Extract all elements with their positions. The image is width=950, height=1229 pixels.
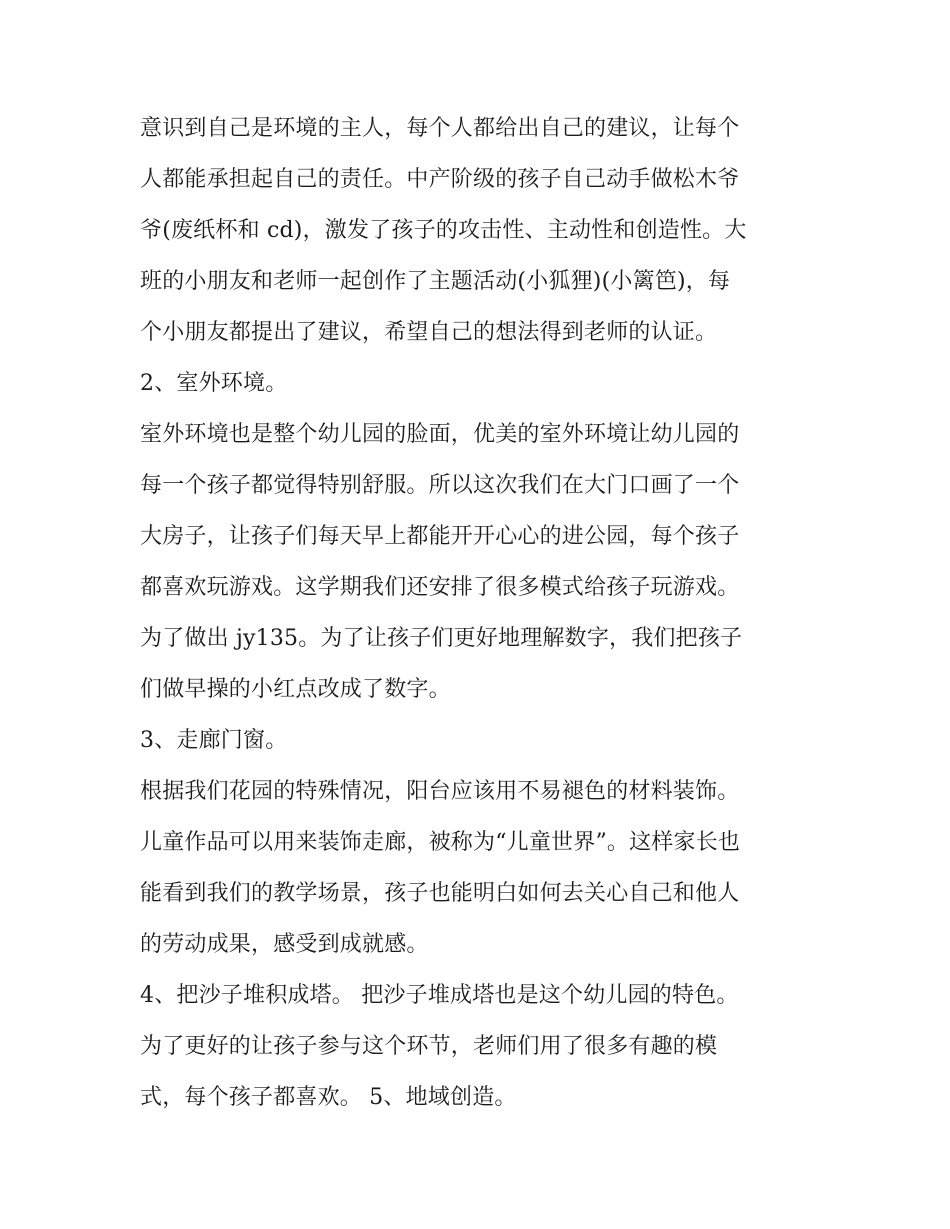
text-line: 能看到我们的教学场景，孩子也能明白如何去关心自己和他人 [140,881,740,906]
text-line: 室外环境也是整个幼儿园的脸面，优美的室外环境让幼儿园的 [140,422,740,447]
text-line: 为了做出 jy135。为了让孩子们更好地理解数字，我们把孩子 [140,626,743,651]
text-line: 班的小朋友和老师一起创作了主题活动(小狐狸)(小篱笆)，每 [140,269,731,294]
text-line: 爷(废纸杯和 cd)，激发了孩子的攻击性、主动性和创造性。大 [140,218,747,243]
text-line: 人都能承担起自己的责任。中产阶级的孩子自己动手做松木爷 [140,167,740,192]
section-heading-corridor: 3、走廊门窗。 [140,728,288,753]
text-line: 每一个孩子都觉得特别舒服。所以这次我们在大门口画了一个 [140,473,740,498]
section-heading-outdoor: 2、室外环境。 [140,371,288,396]
text-line: 们做早操的小红点改成了数字。 [140,677,451,702]
text-line: 意识到自己是环境的主人，每个人都给出自己的建议，让每个 [140,116,740,141]
document-body [140,103,820,1123]
text-line: 根据我们花园的特殊情况，阳台应该用不易褪色的材料装饰。 [140,779,740,804]
text-line: 为了更好的让孩子参与这个环节，老师们用了很多有趣的模 [140,1034,718,1059]
text-line: 大房子，让孩子们每天早上都能开开心心的进公园，每个孩子 [140,524,740,549]
section-heading-sand-tower: 4、把沙子堆积成塔。 把沙子堆成塔也是这个幼儿园的特色。 [140,983,739,1008]
text-line: 式，每个孩子都喜欢。 5、地域创造。 [140,1085,517,1110]
text-line: 个小朋友都提出了建议，希望自己的想法得到老师的认证。 [140,320,718,345]
text-line: 都喜欢玩游戏。这学期我们还安排了很多模式给孩子玩游戏。 [140,575,740,600]
text-line: 儿童作品可以用来装饰走廊，被称为“儿童世界”。这样家长也 [140,830,741,855]
text-line: 的劳动成果，感受到成就感。 [140,932,429,957]
